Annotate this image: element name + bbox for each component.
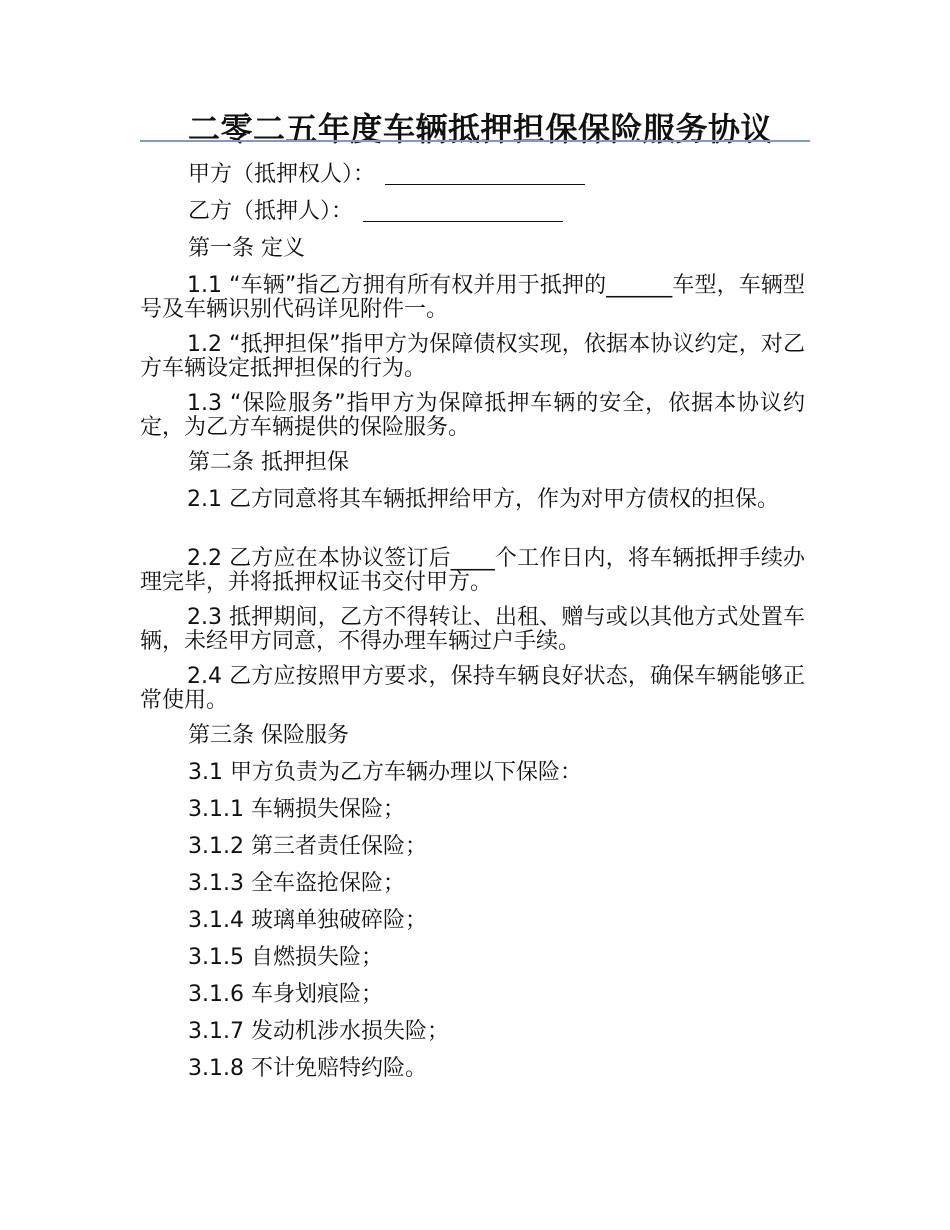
clause-3-1: 3.1 甲方负责为乙方车辆办理以下保险：	[188, 760, 582, 785]
clause-2-4: 2.4 乙方应按照甲方要求，保持车辆良好状态，确保车辆能够正常使用。	[140, 664, 805, 713]
party-a-blank	[385, 162, 585, 185]
clause-1-3: 1.3 “保险服务”指甲方为保障抵押车辆的安全，依据本协议约定，为乙方车辆提供的保险服务。	[140, 391, 805, 440]
party-b-blank	[363, 199, 563, 222]
document-title: 二零二五年度车辆抵押担保保险服务协议	[188, 110, 774, 148]
clause-1-1: 1.1 “车辆”指乙方拥有所有权并用于抵押的______车型，车辆型号及车辆识别代码详见附件一。	[140, 273, 805, 322]
article2-heading: 第二条 抵押担保	[188, 450, 349, 475]
clause-2-2: 2.2 乙方应在本协议签订后____个工作日内，将车辆抵押手续办理完毕，并将抵押权证书交付甲方。	[140, 546, 805, 595]
party-a-line	[188, 162, 585, 188]
insurance-item: 3.1.4 玻璃单独破碎险；	[188, 908, 427, 933]
insurance-item: 3.1.2 第三者责任保险；	[188, 834, 427, 859]
insurance-item: 3.1.8 不计免赔特约险。	[188, 1056, 427, 1081]
insurance-item: 3.1.7 发动机涉水损失险；	[188, 1019, 449, 1044]
article1-heading: 第一条 定义	[188, 236, 305, 261]
clause-2-1: 2.1 乙方同意将其车辆抵押给甲方，作为对甲方债权的担保。	[187, 487, 779, 512]
title-underline	[140, 140, 810, 142]
party-a-label: 甲方（抵押权人）：	[188, 162, 376, 187]
clause-1-2: 1.2 “抵押担保”指甲方为保障债权实现，依据本协议约定，对乙方车辆设定抵押担保的行为。	[140, 332, 805, 381]
insurance-item: 3.1.3 全车盗抢保险；	[188, 871, 405, 896]
party-b-label: 乙方（抵押人）：	[188, 199, 354, 224]
article3-heading: 第三条 保险服务	[188, 723, 349, 748]
insurance-item: 3.1.6 车身划痕险；	[188, 982, 383, 1007]
insurance-item: 3.1.5 自燃损失险；	[188, 945, 383, 970]
party-b-line	[188, 199, 563, 225]
clause-2-3: 2.3 抵押期间，乙方不得转让、出租、赠与或以其他方式处置车辆，未经甲方同意，不得办理车辆过户手续。	[140, 605, 805, 654]
insurance-item: 3.1.1 车辆损失保险；	[188, 797, 405, 822]
